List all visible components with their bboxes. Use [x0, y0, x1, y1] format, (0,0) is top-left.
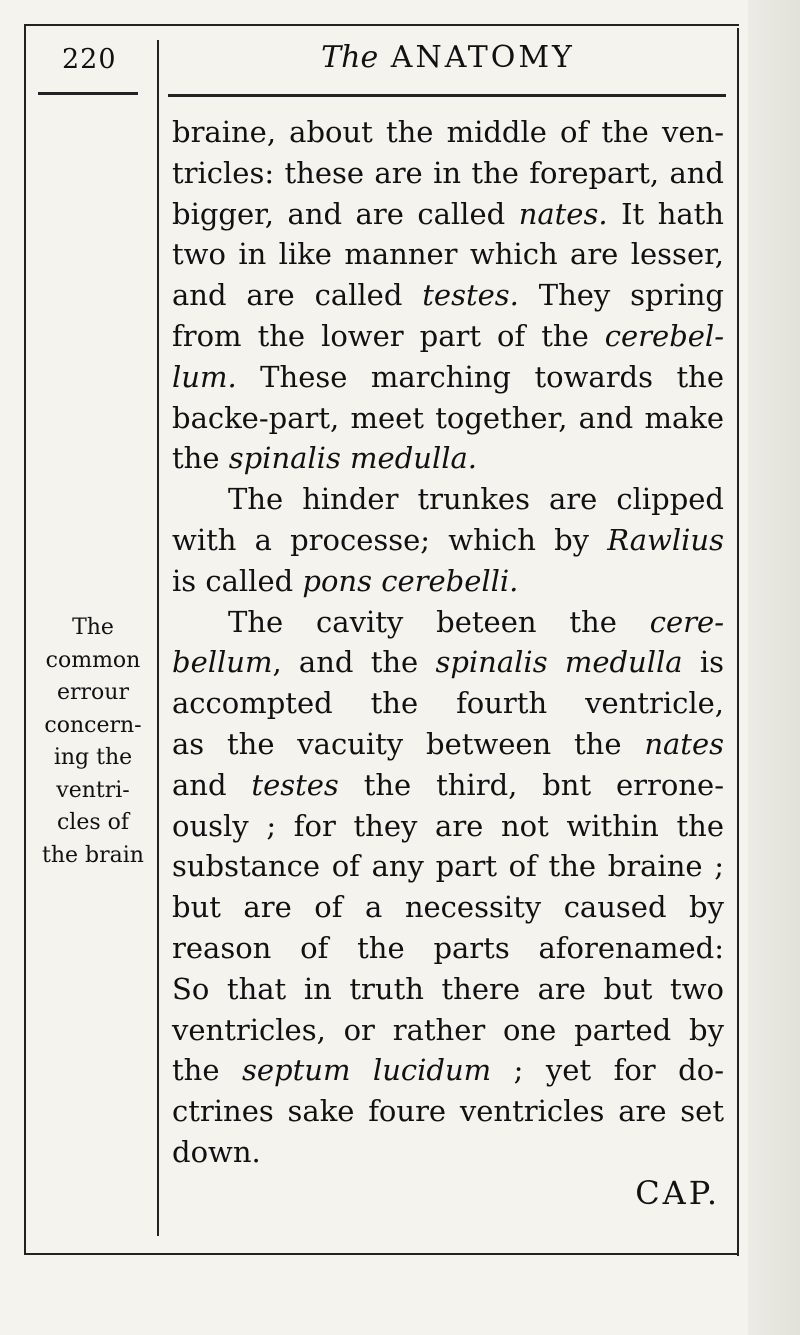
marginal-line: the brain [42, 842, 144, 868]
text-line: The hinder trunkes are clipped [228, 482, 724, 517]
frame-right-rule [737, 28, 739, 1256]
body-text [172, 112, 724, 1173]
italic-term: spinalis medulla. [228, 441, 478, 476]
running-head-article: The [321, 40, 379, 75]
text-line: tricles: these are in the forepart, and [172, 155, 724, 190]
italic-term: pons cerebelli. [302, 563, 519, 598]
italic-term: testes [251, 767, 339, 802]
text-line: reason of the parts aforenamed: [172, 930, 724, 965]
header-rule-right [168, 94, 726, 97]
text-line: braine, about the middle of the ven- [172, 115, 724, 149]
frame-left-rule [24, 24, 26, 1254]
text-line: substance of any part of the braine ; [172, 849, 724, 884]
italic-term: septum lucidum [242, 1053, 492, 1088]
italic-term: testes. [422, 278, 519, 313]
marginal-line: The [72, 615, 114, 640]
running-head-title: ANATOMY [390, 40, 575, 75]
text-line: from the lower part of the cerebel- [172, 318, 724, 353]
text-line: the septum lucidum ; yet for do- [172, 1053, 724, 1088]
text-line: ctrines sake foure ventricles are set [172, 1094, 724, 1129]
text-line: So that in truth there are but two [172, 971, 724, 1006]
italic-term: cere- [649, 604, 724, 639]
marginal-line: cles of [56, 810, 130, 835]
italic-term: lum. [172, 359, 237, 394]
text-line: bellum, and the spinalis medulla is [172, 645, 724, 680]
text-line: ously ; for they are not within the [172, 808, 724, 843]
column-divider [157, 40, 159, 1236]
text-line: and testes the third, bnt errone- [172, 767, 725, 802]
text-line: ventricles, or rather one parted by [172, 1012, 724, 1047]
header-rule-left [38, 92, 138, 95]
marginal-line: ventri- [56, 777, 130, 803]
frame-bottom-rule [24, 1253, 739, 1255]
text-line: lum. These marching towards the [172, 359, 724, 394]
text-line: backe-part, meet together, and make [172, 400, 724, 435]
text-line: and are called testes. They spring [172, 278, 724, 313]
marginal-note [34, 612, 152, 872]
text-line: the spinalis medulla. [172, 441, 478, 476]
italic-term: nates. [518, 196, 608, 231]
page-number: 220 [62, 44, 117, 75]
text-line: bigger, and are called nates. It hath [172, 196, 724, 231]
page-edge [748, 0, 800, 1335]
text-line: but are of a necessity caused by [172, 890, 724, 925]
text-line: with a processe; which by Rawlius [172, 522, 724, 557]
italic-term: bellum [172, 645, 273, 680]
marginal-line: common [45, 647, 141, 673]
text-line: The cavity beteen the cere- [228, 604, 724, 639]
frame-top-rule [24, 24, 739, 26]
marginal-line: ing the [53, 745, 133, 770]
catchword: CAP. [635, 1174, 720, 1212]
text-line: accompted the fourth ventricle, [172, 686, 724, 721]
text-line: two in like manner which are lesser, [172, 237, 724, 272]
italic-term: nates [644, 726, 724, 761]
running-head [168, 40, 728, 75]
italic-term: cerebel- [604, 318, 724, 353]
text-line: as the vacuity between the nates [172, 726, 724, 761]
text-line: down. [172, 1134, 261, 1169]
marginal-line: errour [57, 680, 129, 705]
italic-term: Rawlius [607, 522, 724, 557]
italic-term: spinalis medulla [435, 645, 683, 680]
marginal-line: concern- [44, 712, 142, 738]
text-line: is called pons cerebelli. [172, 563, 519, 598]
